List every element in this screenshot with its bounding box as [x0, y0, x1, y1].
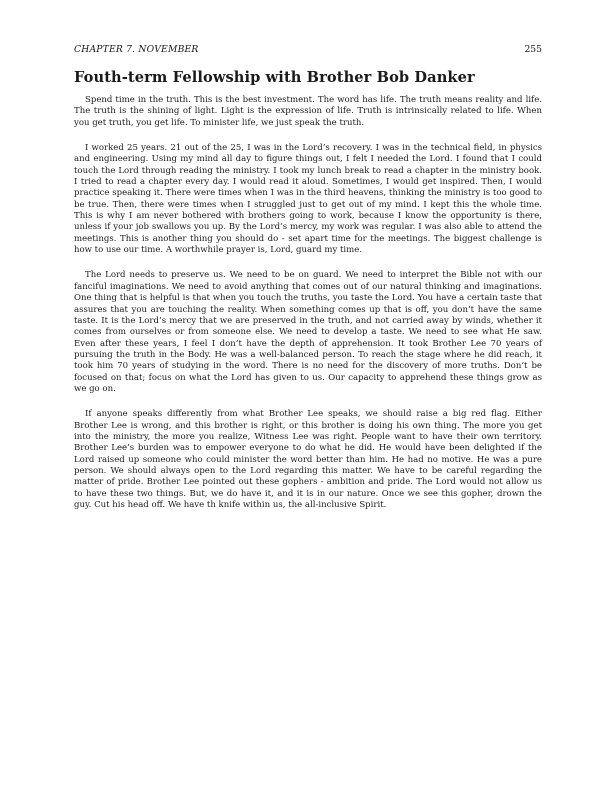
- paragraph-3: The Lord needs to preserve us. We need to be on guard. We need to interpret the Bible not with our fanciful imaginations. We need to avoid anything that comes out of our natural thinking and imaginations. One thing that is helpful is that when you touch the truths, you taste the Lord. You have a certain taste that assures that you are touching the reality. When something comes up that is off, you don’t have the same taste. It is the Lord’s mercy that we are preserved in the truth, and not carried away by winds, whether it comes from ourselves or from someone else. We need to develop a taste. We need to see what He saw. Even after these years, I feel I don’t have the depth of apprehension. It took Brother Lee 70 years of pursuing the truth in the Body. He was a well-balanced person. To reach the stage where he did reach, it took him 70 years of studying in the word. There is no need for the discovery of more truths. Don’t be focused on that; focus on what the Lord has given to us. Our capacity to apprehend these things grow as we go on.: [74, 270, 542, 394]
- chapter-heading: CHAPTER 7. NOVEMBER: [74, 44, 199, 55]
- running-header: [74, 44, 542, 56]
- section-title: Fouth-term Fellowship with Brother Bob Danker: [74, 69, 475, 86]
- document-page: [74, 44, 542, 525]
- paragraph-1: Spend time in the truth. This is the best investment. The word has life. The truth means reality and life. The truth is the shining of light. Light is the expression of life. Truth is intrinsically related to life. When you get truth, you get life. To minister life, we just speak the truth.: [74, 95, 542, 128]
- paragraph-4: If anyone speaks differently from what Brother Lee speaks, we should raise a big red flag. Either Brother Lee is wrong, and this brother is right, or this brother is doing his own thing. The more you get into the ministry, the more you realize, Witness Lee was right. People want to have their own territory. Brother Lee’s burden was to empower everyone to do what he did. He would have been delighted if the Lord raised up someone who could minister the word better than him. He had no motive. He was a pure person. We should always open to the Lord regarding this matter. We have to be careful regarding the matter of pride. Brother Lee pointed out these gophers - ambition and pride. The Lord would not allow us to have these two things. But, we do have it, and it is in our nature. Once we see this gopher, drown the guy. Cut his head off. We have th knife within us, the all-inclusive Spirit.: [74, 409, 542, 510]
- page-number: 255: [524, 44, 542, 55]
- paragraph-2: I worked 25 years. 21 out of the 25, I was in the Lord’s recovery. I was in the technical field, in physics and engineering. Using my mind all day to figure things out, I felt I needed the Lord. I found that I could touch the Lord through reading the ministry. I took my lunch break to read a chapter in the ministry book. I tried to read a chapter every day. I would read it aloud. Sometimes, I would get inspired. Then, I would practice speaking it. There were times when I was in the third heavens, thinking the ministry is too good to be true. Then, there were times when I struggled just to get out of my mind. I kept this the whole time. This is why I am never bothered with brothers going to work, because I know the opportunity is there, unless if your job swallows you up. By the Lord’s mercy, my work was regular. I was also able to attend the meetings. This is another thing you should do - set apart time for the meetings. The biggest challenge is how to use our time. A worthwhile prayer is, Lord, guard my time.: [74, 143, 542, 256]
- body-text: [74, 95, 542, 511]
